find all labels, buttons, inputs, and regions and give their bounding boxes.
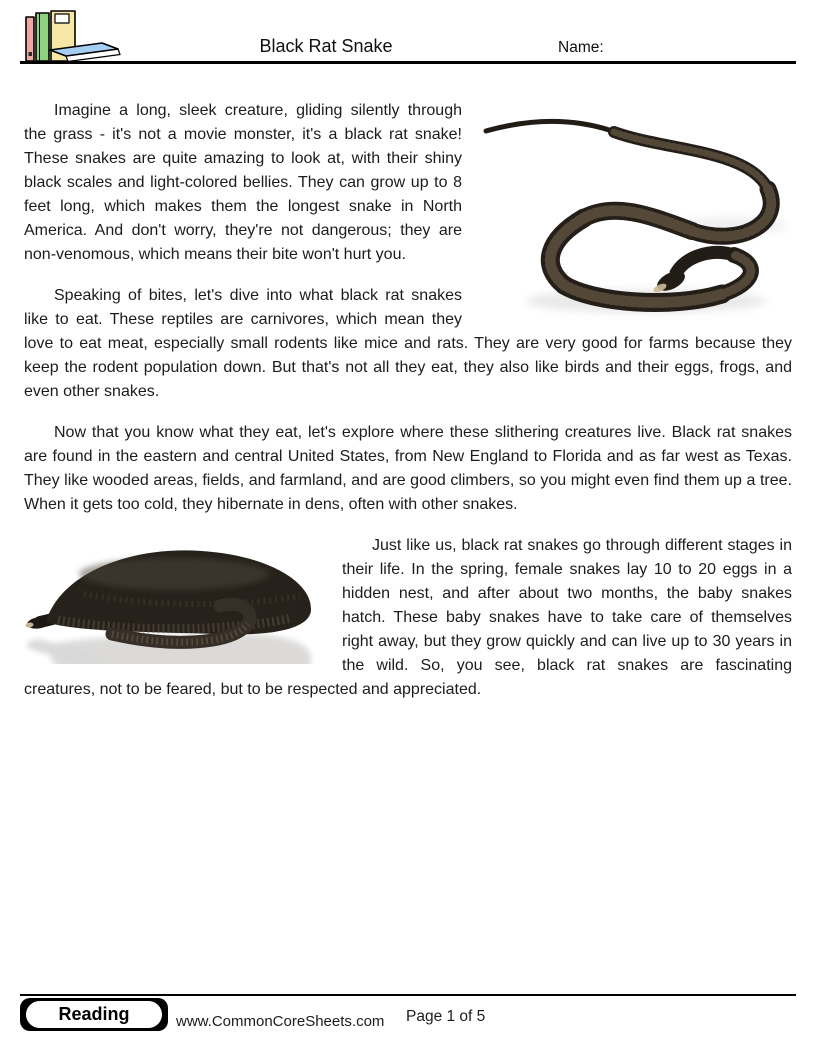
reading-passage: [24, 67, 792, 719]
passage-paragraph-3: Now that you know what they eat, let's explore where these slithering creatures live. Black rat snakes are found in the eastern and central United States, from New England to Florida and as far west as Texas. They like wooded areas, fields, and farmland, and are good climbers, so you might even find them up a tree. When it gets too cold, they hibernate in dens, often with other snakes.: [24, 424, 792, 513]
snake-photo-bottom: [24, 534, 332, 664]
passage-paragraph-2: Speaking of bites, let's dive into what black rat snakes like to eat. These reptiles are carnivores, which mean they love to eat meat, especially small rodents like mice and rats. They are very good for farms because they keep the rodent population down. But that's not all they eat, they also like birds and their eggs, frogs, and even other snakes.: [24, 287, 792, 400]
page-title: Black Rat Snake: [259, 36, 393, 56]
website-url: www.CommonCoreSheets.com: [176, 1013, 385, 1030]
reading-badge-label: Reading: [26, 1001, 162, 1028]
name-label: Name:: [558, 39, 604, 56]
passage-paragraph-4: Just like us, black rat snakes go through different stages in their life. In the spring, female snakes lay 10 to 20 eggs in a hidden nest, and after about two months, the baby snakes hatch. These baby snakes have to take care of themselves right away, but they grow quickly and can live up to 30 years in the wild. So, you see, black rat snakes are fascinating creatures, not to be feared, but to be respected and appreciated.: [24, 537, 792, 698]
name-field[interactable]: [612, 35, 792, 61]
page-indicator: Page 1 of 5: [406, 1008, 486, 1025]
header: [20, 0, 796, 64]
reading-badge: [20, 998, 168, 1031]
footer: [20, 994, 796, 1042]
snake-photo-top: [476, 101, 792, 325]
passage-paragraph-1: Imagine a long, sleek creature, gliding silently through the grass - it's not a movie monster, it's a black rat snake! These snakes are quite amazing to look at, with their shiny black scales and light-colored bellies. They can grow up to 8 feet long, which makes them the longest snake in North America. And don't worry, they're not dangerous; they are non-venomous, which means their bite won't hurt you.: [24, 102, 462, 263]
